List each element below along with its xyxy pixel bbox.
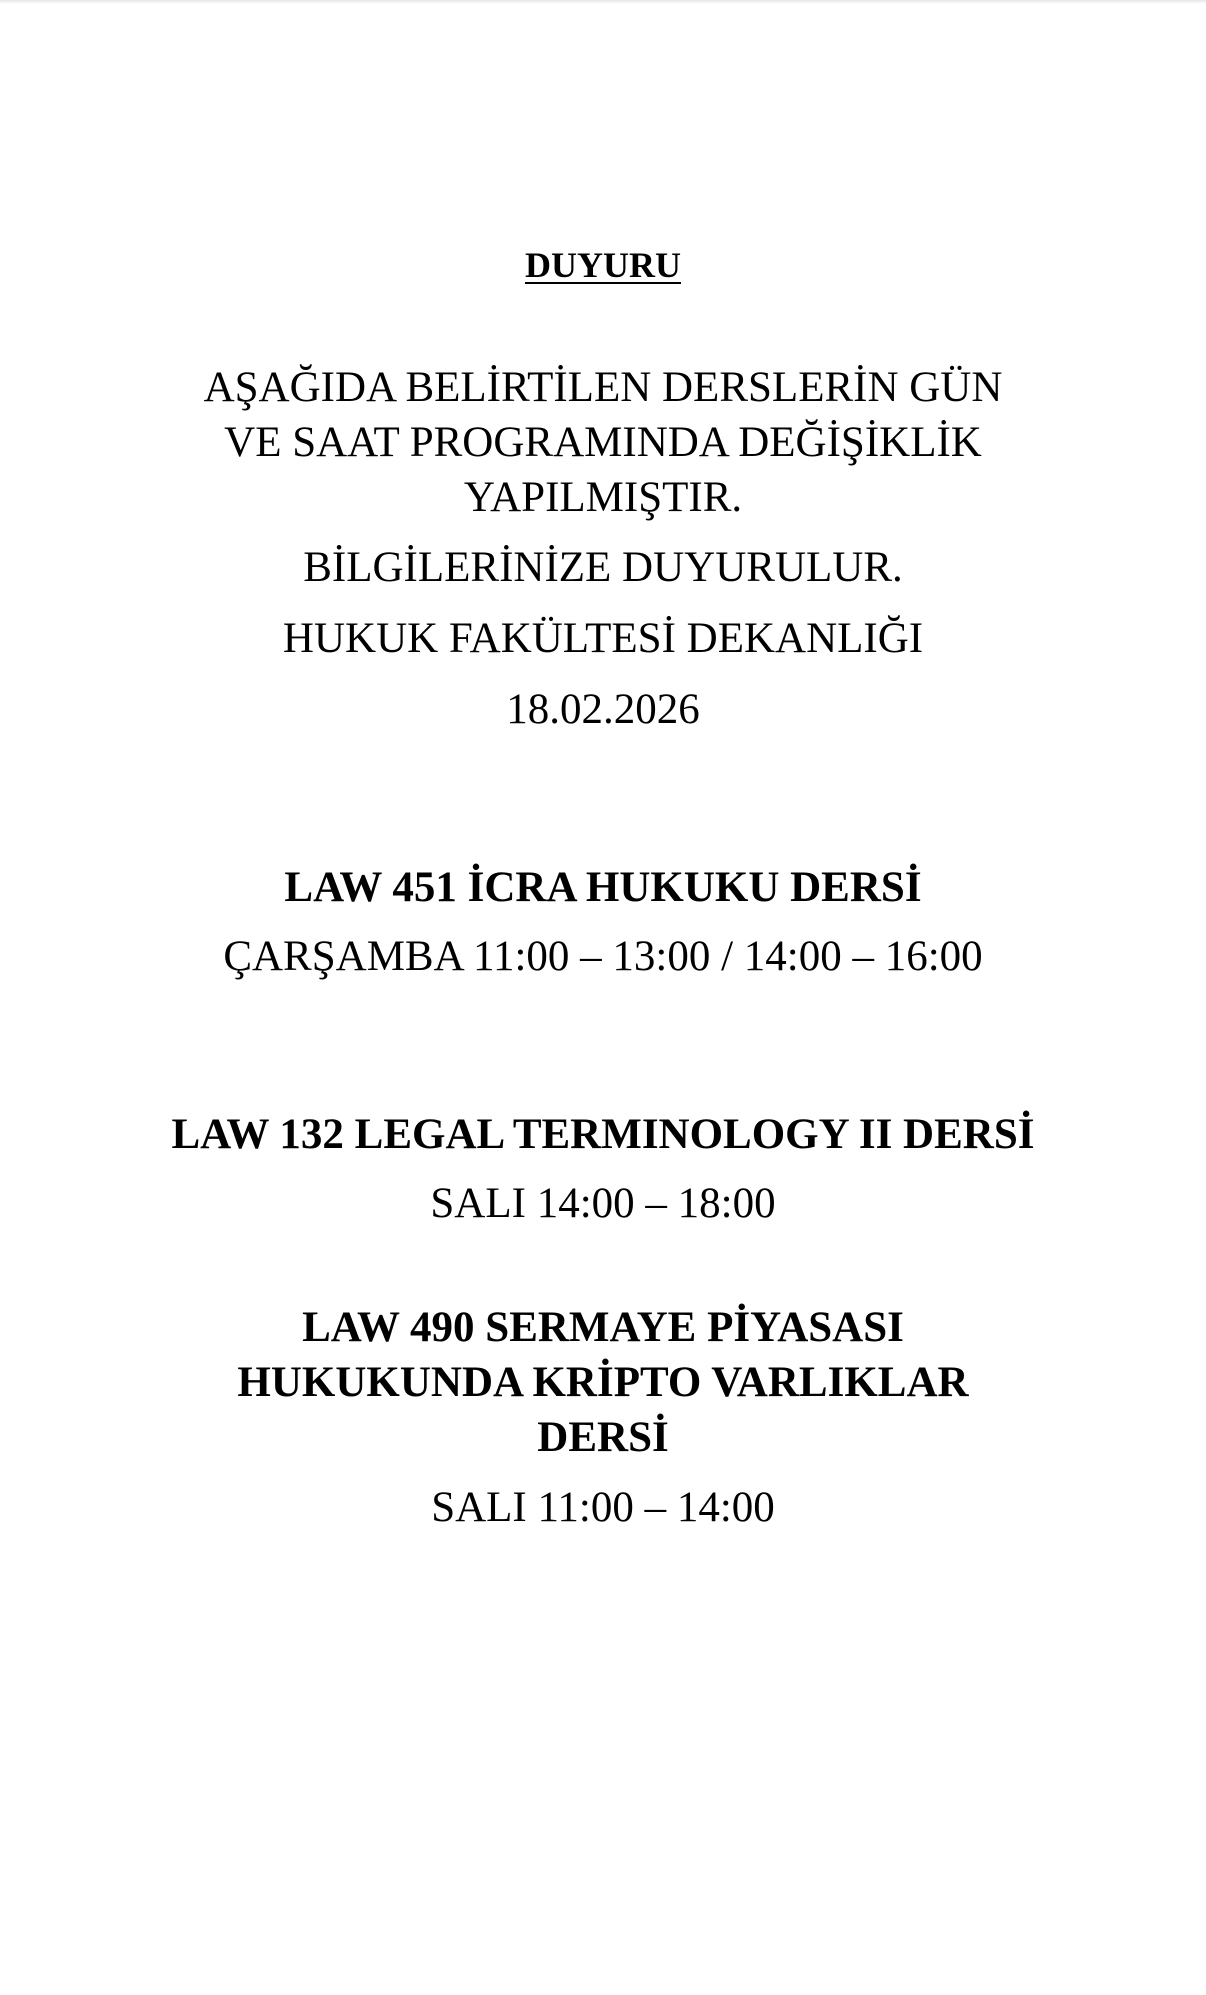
announcement-heading (0, 242, 1206, 288)
announcement-intro (0, 360, 1206, 525)
course-title-line: LAW 490 SERMAYE PİYASASI (302, 1304, 904, 1351)
announcement-heading-text: DUYURU (525, 245, 681, 285)
faculty-signature: HUKUK FAKÜLTESİ DEKANLIĞI (282, 615, 924, 662)
intro-line: VE SAAT PROGRAMINDA DEĞİŞİKLİK (224, 419, 982, 466)
course-title-law-451: LAW 451 İCRA HUKUKU DERSİ (284, 864, 922, 911)
announcement-date: 18.02.2026 (506, 686, 700, 733)
course-schedule-law-490: SALI 11:00 – 14:00 (431, 1484, 775, 1531)
course-title-line: DERSİ (537, 1414, 669, 1461)
course-title-law-490 (0, 1300, 1206, 1465)
course-schedule-law-132: SALI 14:00 – 18:00 (430, 1180, 776, 1227)
course-title-line: HUKUKUNDA KRİPTO VARLIKLAR (237, 1359, 969, 1406)
page-top-edge (0, 0, 1206, 4)
intro-line: YAPILMIŞTIR. (463, 474, 743, 521)
announcement-info-text: BİLGİLERİNİZE DUYURULUR. (303, 544, 903, 591)
intro-line: AŞAĞIDA BELİRTİLEN DERSLERİN GÜN (203, 364, 1003, 411)
course-title-law-132: LAW 132 LEGAL TERMINOLOGY II DERSİ (171, 1111, 1035, 1158)
course-schedule-law-451: ÇARŞAMBA 11:00 – 13:00 / 14:00 – 16:00 (223, 933, 983, 980)
